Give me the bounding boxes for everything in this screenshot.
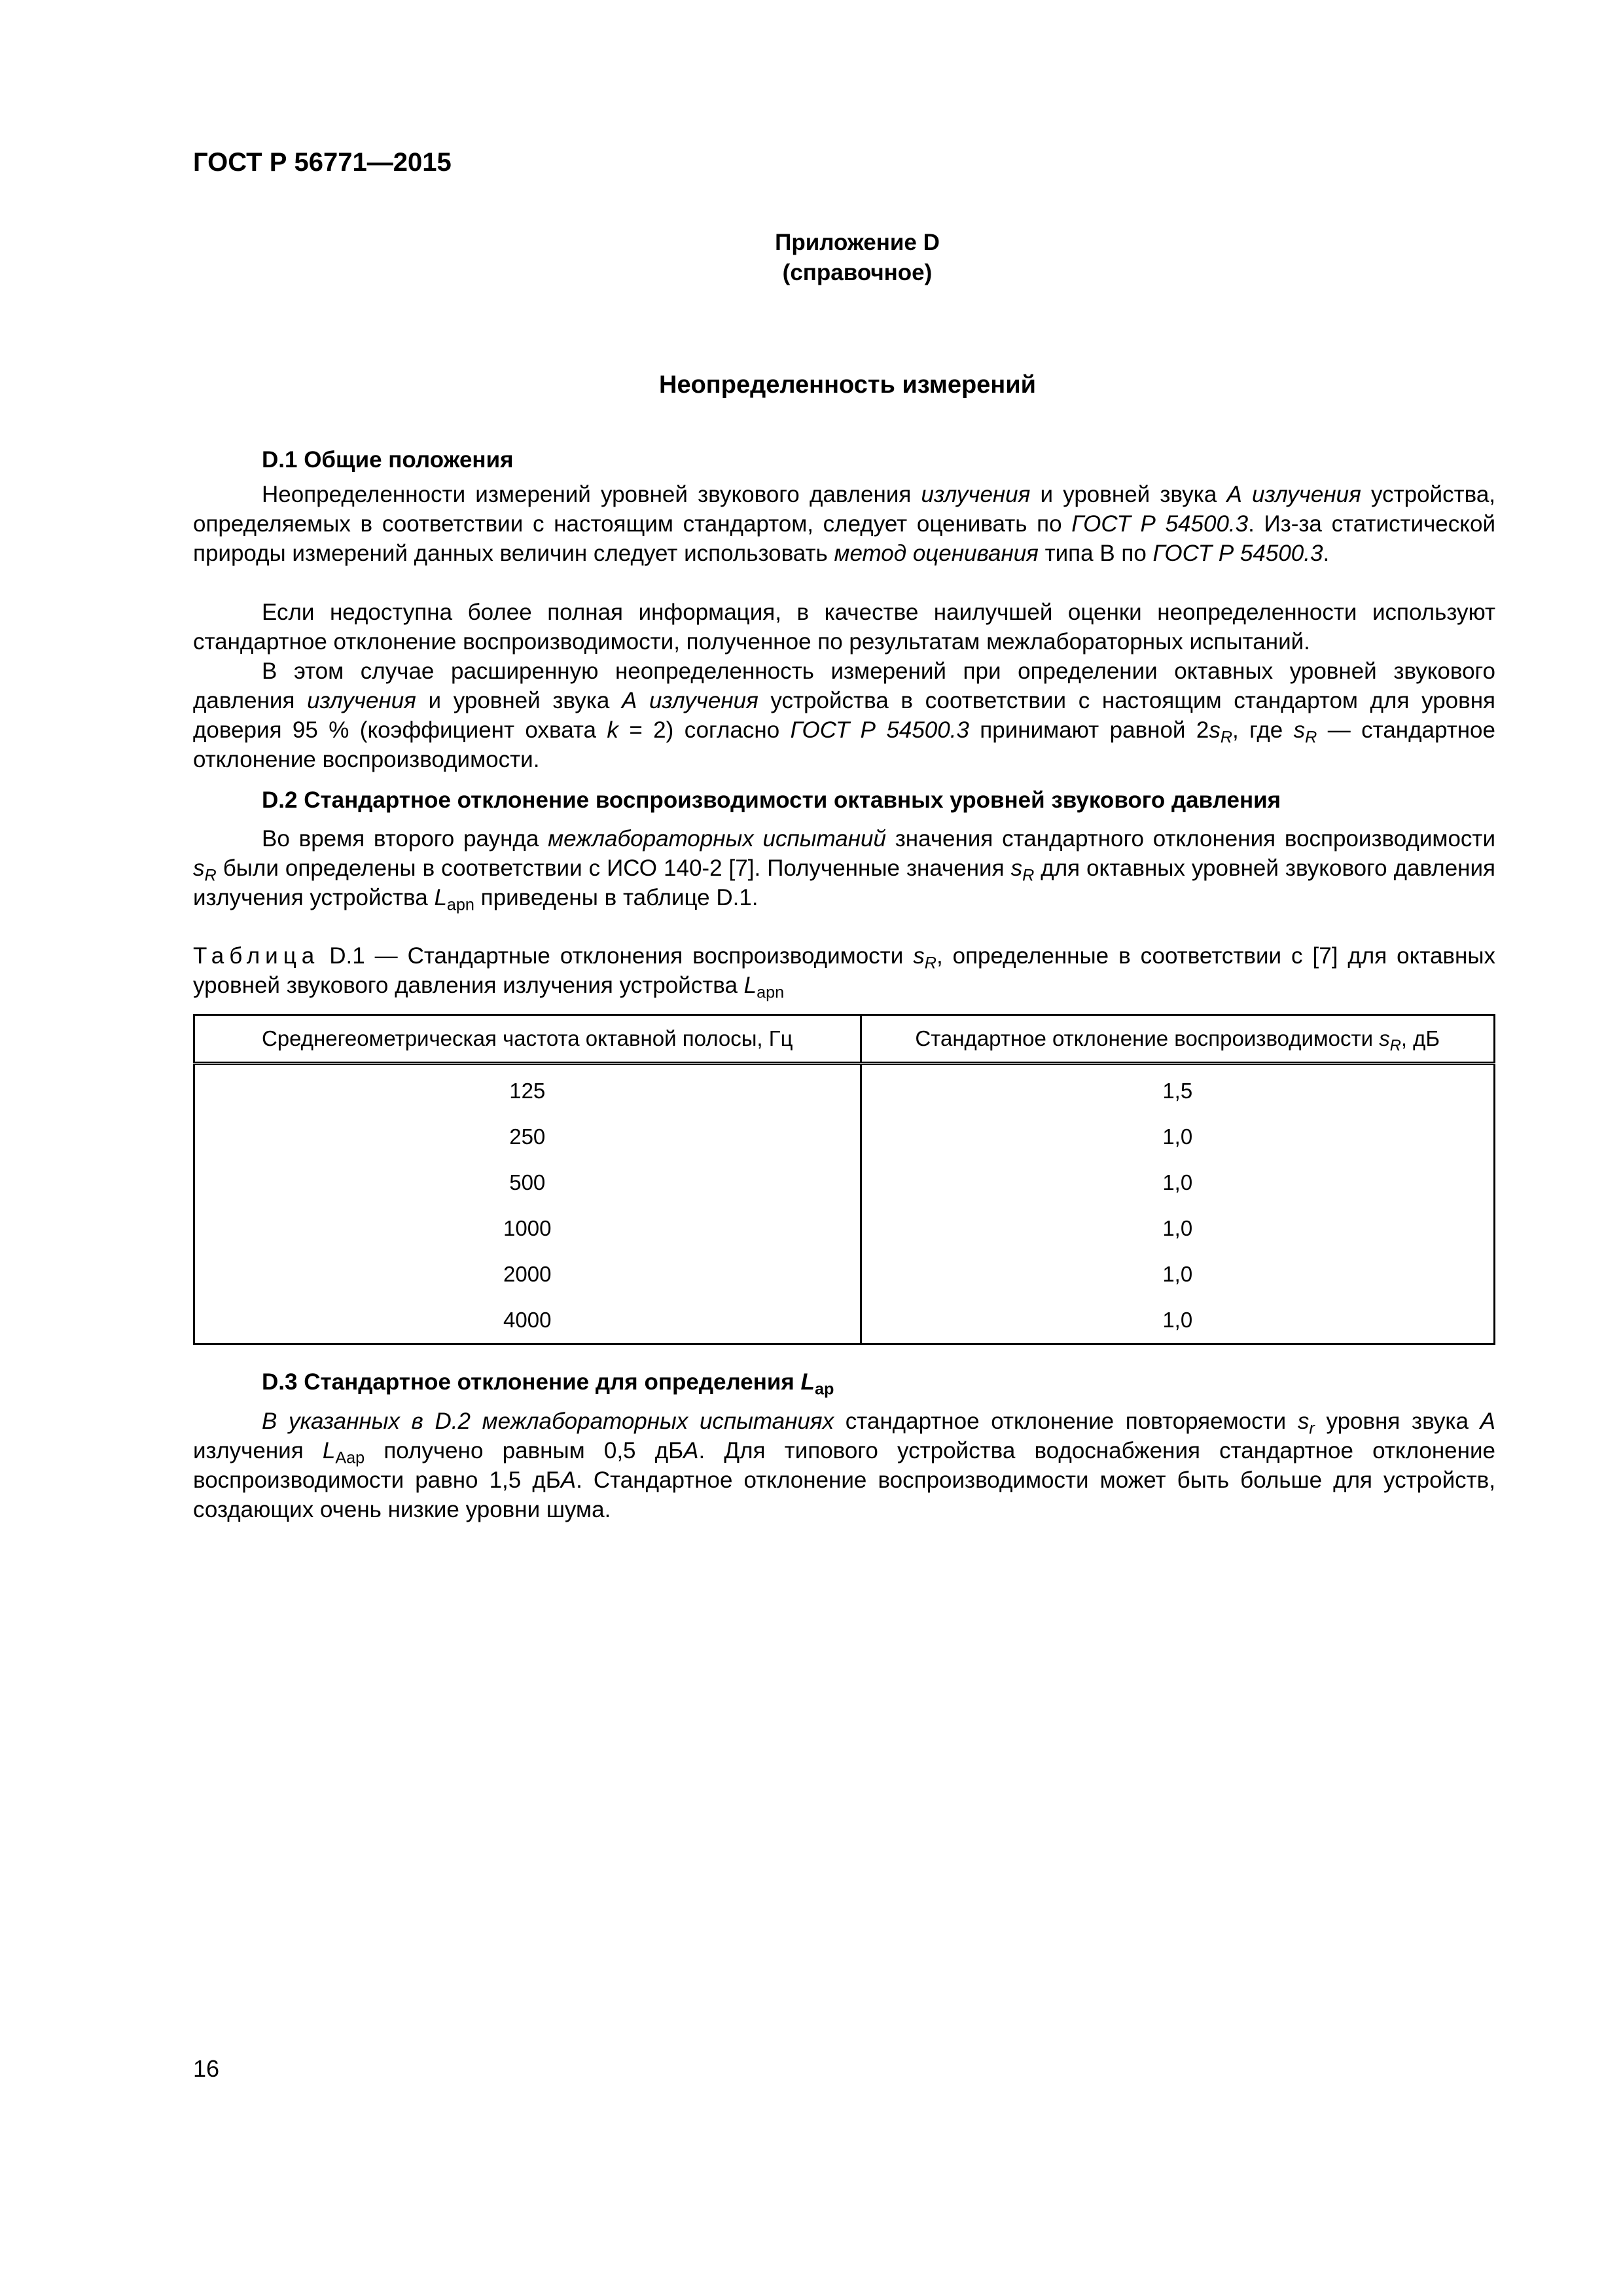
section-d3-paragraph-1: В указанных в D.2 межлабораторных испытаниях стандартное отклонение повторяемости $s_r$ уровня звука А излучения $L_{Aap}$ получено равным 0,5 дБA. Для типового устройства водоснабжения стандартное отклонение воспроизводимости равно 1,5 дБА. Стандартное отклонение воспроизводимости может быть больше для устройств, создающих очень низкие уровни шума. bbox=[193, 1408, 1496, 1522]
section-d1-paragraph-1: Неопределенности измерений уровней звукового давления излучения и уровней звука А излучения устройства, определяемых в соответствии с настоящим стандартом, следует оценивать по ГОСТ Р 54500.3. Из-за статистической природы измерений данных величин следует использовать метод оценивания типа В по ГОСТ Р 54500.3. bbox=[193, 482, 1496, 566]
table-cell-deviation: 1,0 bbox=[861, 1114, 1495, 1160]
section-d3-title: D.3 Стандартное отклонение для определения $L_{ap}$ bbox=[262, 1369, 834, 1399]
table-cell-deviation: 1,0 bbox=[861, 1206, 1495, 1251]
table-row bbox=[194, 1251, 1495, 1297]
table-row bbox=[194, 1160, 1495, 1206]
table-cell-frequency: 125 bbox=[194, 1064, 861, 1115]
annex-title: Приложение D bbox=[775, 230, 940, 255]
table-row bbox=[194, 1297, 1495, 1344]
table-cell-deviation: 1,0 bbox=[861, 1251, 1495, 1297]
table-cell-frequency: 500 bbox=[194, 1160, 861, 1206]
section-d2-paragraph-1: Во время второго раунда межлабораторных испытаний значения стандартного отклонения воспроизводимости $s_R$ были определены в соответствии с ИСО 140-2 [7]. Полученные значения $s_R$ для октавных уровней звукового давления излучения устройства $L_{apn}$ приведены в таблице D.1. bbox=[193, 826, 1495, 914]
standard-designation: ГОСТ Р 56771—2015 bbox=[193, 148, 452, 177]
table-caption: Таблица D.1 — Стандартные отклонения воспроизводимости $s_R$, определенные в соответствии с [7] для октавных уровней звукового давления излучения устройства $L_{apn}$ bbox=[193, 943, 1496, 1002]
table-cell-deviation: 1,0 bbox=[861, 1297, 1495, 1344]
section-d1-paragraph-3: В этом случае расширенную неопределенность измерений при определении октавных уровней звукового давления излучения и уровней звука А излучения устройства в соответствии с настоящим стандартом для уровня доверия 95 % (коэффициент охвата k = 2) согласно ГОСТ Р 54500.3 принимают равной $2s_R$, где $s_R$ — стандартное отклонение воспроизводимости. bbox=[193, 658, 1495, 772]
table-header-deviation: Стандартное отклонение воспроизводимости $s_R$, дБ bbox=[861, 1015, 1495, 1064]
table-cell-frequency: 1000 bbox=[194, 1206, 861, 1251]
annex-heading: Неопределенность измерений bbox=[659, 371, 1036, 399]
annex-label bbox=[687, 228, 1027, 288]
table-cell-frequency: 250 bbox=[194, 1114, 861, 1160]
section-d1-paragraph-2: Если недоступна более полная информация, в качестве наилучшей оценки неопределенности используют стандартное отклонение воспроизводимости, полученное по результатам межлабораторных испытаний. bbox=[193, 600, 1495, 655]
table-cell-frequency: 4000 bbox=[194, 1297, 861, 1344]
table-d1 bbox=[193, 1014, 1495, 1345]
page-number: 16 bbox=[193, 2055, 220, 2082]
section-d2-title: D.2 Стандартное отклонение воспроизводимости октавных уровней звукового давления bbox=[262, 787, 1281, 813]
table-header-row bbox=[194, 1015, 1495, 1064]
annex-status: (справочное) bbox=[782, 260, 933, 285]
table-row bbox=[194, 1064, 1495, 1115]
table-row bbox=[194, 1206, 1495, 1251]
table-cell-deviation: 1,5 bbox=[861, 1064, 1495, 1115]
table-cell-deviation: 1,0 bbox=[861, 1160, 1495, 1206]
table-header-frequency: Среднегеометрическая частота октавной полосы, Гц bbox=[194, 1015, 861, 1064]
section-d1-title: D.1 Общие положения bbox=[262, 447, 514, 473]
table-row bbox=[194, 1114, 1495, 1160]
table-cell-frequency: 2000 bbox=[194, 1251, 861, 1297]
